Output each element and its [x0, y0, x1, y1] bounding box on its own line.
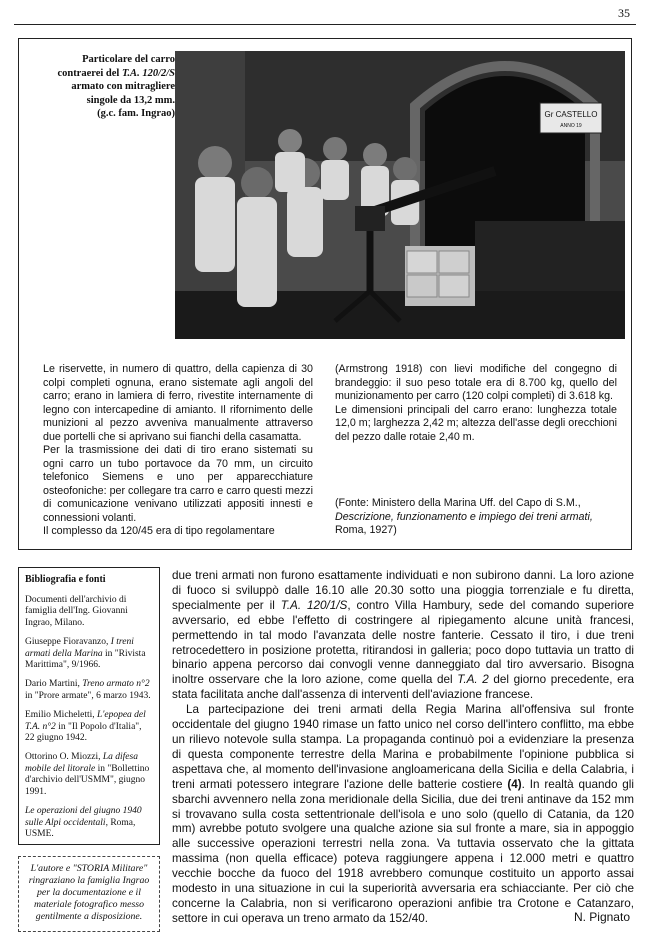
caption-train-name: T.A. 120/2/S: [121, 67, 175, 79]
article-text: La partecipazione dei treni armati della Regia Marina all'offensiva sul fronte occidentale del giugno 1940 rimase un fatto unico nel corso dell'intero conflitto, ma ebbe un rilievo notevole sulla stampa. La propaganda continuò poi a evidenziare la presenza di questa componente terrestre della Marina e probabilmente l'opinione pubblica si aspettava che, al momento dell'invasione angloamericana della Sicilia e della Calabria, i treni armati potessero integrare l'azione delle batterie costiere: [172, 703, 634, 791]
bib-text: in "Prore armate", 6 marzo 1943.: [25, 690, 151, 701]
article-paragraph: [172, 569, 634, 703]
bibliography-entry: [25, 806, 153, 840]
feature-box: [18, 38, 632, 550]
caption-line: Particolare del carro: [82, 54, 175, 65]
bib-title: Treno armato n°2: [82, 679, 150, 690]
bib-title: I treni armati della Marina: [25, 637, 134, 659]
article-train-name: T.A. 2: [457, 673, 489, 687]
bibliography-entry: [25, 595, 153, 629]
header-rule: [14, 24, 636, 25]
bib-author: Emilio Micheletti,: [25, 710, 98, 721]
bibliography-entry: [25, 679, 153, 702]
photo-sign-text: Gr CASTELLO: [544, 110, 598, 119]
bibliography-title: Bibliografia e fonti: [25, 574, 106, 585]
source-line: Roma, 1927): [335, 524, 397, 536]
bib-title: La difesa mobile del litorale: [25, 752, 138, 774]
bibliography-box: [18, 567, 160, 845]
article-text: . In realtà quando gli sbarchi avvennero nella zona meridionale della Sicilia, due dei treni antinave da 152 mm si trovavano sulla costa settentrionale dell'isola e uno solo (quello di Catania, da 120 mm) avrebbe potuto svolgere una qualche azione sia sul fronte a mare, sia in appoggio alle successive operazioni terrestri nella zona. Va tuttavia osservato che la gittata massima (non quella efficace) poteva raggiungere appena i 12.000 metri e quattro vecchie bocche da fuoco del 1918 avrebbero comunque costituito un apporto assai modesto in una situazione in cui la superiorità avversaria era schiacciante. Per ciò che concerne la Calabria, non si verificarono operazioni anfibie tra Crotone e Catanzaro, settore in cui operava un treno armato da 152/40.: [172, 777, 634, 925]
caption-line: singole da 13,2 mm.: [86, 94, 175, 106]
feature-paragraph: (Armstrong 1918) con lievi modifiche del congegno di brandeggio: il suo peso totale era di 8.700 kg, quello del munizionamento per carro (120 colpi completi) di 3.618 kg.: [335, 363, 617, 402]
caption-line: [25, 67, 175, 81]
bib-author: Giuseppe Fioravanzo,: [25, 637, 111, 648]
feature-paragraph: Il complesso da 120/45 era di tipo regolamentare: [43, 525, 275, 537]
article-paragraph: [172, 703, 634, 927]
feature-paragraph: Le riservette, in numero di quattro, della capienza di 30 colpi completi ognuna, erano sistemate agli angoli del carro; erano in lamiera di ferro, rivestite internamente di legno con intercapedine di amianto. Il rifornimento delle munizioni al pezzo avveniva manualmente attraverso due portelli che si aprivano sui fianchi della casamatta.: [43, 363, 313, 443]
caption-text: contraerei del: [57, 67, 122, 79]
bib-text: in "Bollettino d'archivio dell'USMM", giugno 1991.: [25, 763, 150, 797]
caption-credit: (g.c. fam. Ingrao): [97, 108, 175, 119]
caption-line: armato con mitragliere: [71, 81, 175, 92]
source-line: (Fonte: Ministero della Marina Uff. del Capo di S.M.,: [335, 497, 581, 509]
photo-illustration: [175, 51, 625, 339]
bib-title: Le operazioni del giugno 1940 sulle Alpi occidentali: [25, 806, 142, 828]
feature-text-left-column: [43, 363, 313, 539]
bib-author: Ottorino O. Miozzi,: [25, 752, 103, 763]
bib-author: Dario Martini,: [25, 679, 83, 690]
bibliography-entry: [25, 637, 153, 671]
footnote-ref: (4): [507, 777, 522, 791]
bib-text: , Roma, USME.: [25, 817, 136, 839]
photo-train-anti-aircraft-car: [175, 51, 625, 339]
article-text: , contro Villa Hambury, sede del comando superiore avversario, ed ebbe l'effetto di costringere al ripiegamento alcune unità francesi, permettendo in tal modo l'avanzata delle nostre fanterie. Cessato il tiro, i due treni retrocedettero in posizione protetta, ritirandosi in galleria; poco dopo tuttavia un tratto di binario appena percorso dai convogli venne danneggiato dal tiro avversario. Bisogna inoltre osservare che la loro azione, come quella del: [172, 598, 634, 687]
bibliography-entry: [25, 710, 153, 744]
article-body: [172, 569, 634, 927]
article-text: due treni armati non furono esattamente individuati e non subirono danni. La loro azione di fuoco si sviluppò dalle 16.10 alle 20.30 sotto una pioggia torrenziale e fu diretta, specialmente per il: [172, 569, 634, 612]
feature-paragraph: Le dimensioni principali del carro erano: lunghezza totale 12,0 m; larghezza 2,42 m; altezza dell'asse degli orecchioni del pezzo dalle rotaie 2,40 m.: [335, 403, 617, 443]
source-note: [335, 497, 617, 538]
bib-text: in "Rivista Marittima", 9/1966.: [25, 648, 146, 671]
article-train-name: T.A. 120/1/S: [280, 598, 348, 612]
photo-sign-text: ANNO 19: [560, 123, 582, 129]
bib-text: Documenti dell'archivio di famiglia dell'Ing. Giovanni Ingrao, Milano.: [25, 595, 128, 628]
page-number: 35: [618, 6, 630, 20]
feature-paragraph: Per la trasmissione dei dati di tiro erano sistemati su ogni carro un tubo portavoce da 70 mm, un circuito telefonico Siemens e uno per apparecchiature osteofoniche: per collegare tra carro e carro questi mezzi di comunicazione venivano utilizzati appositi innesti e connessioni volanti.: [43, 444, 313, 524]
bib-title: L'epopea del T.A. n°2: [25, 710, 146, 732]
acknowledgement-box: L'autore e "STORIA Militare" ringraziano la famiglia Ingrao per la documentazione e il materiale fotografico messo gentilmente a disposizione.: [18, 856, 160, 932]
feature-text-right-column: [335, 363, 617, 444]
author-signature: N. Pignato: [573, 910, 630, 924]
bib-text: in "Il Popolo d'Italia", 22 giugno 1942.: [25, 721, 142, 744]
photo-caption: [25, 53, 175, 121]
source-title: Descrizione, funzionamento e impiego dei treni armati,: [335, 510, 593, 523]
bibliography-entry: [25, 752, 153, 798]
article-text: del giorno precedente, era stata facilitata anche dall'assenza di interventi dell'aviazione francese.: [172, 673, 635, 702]
